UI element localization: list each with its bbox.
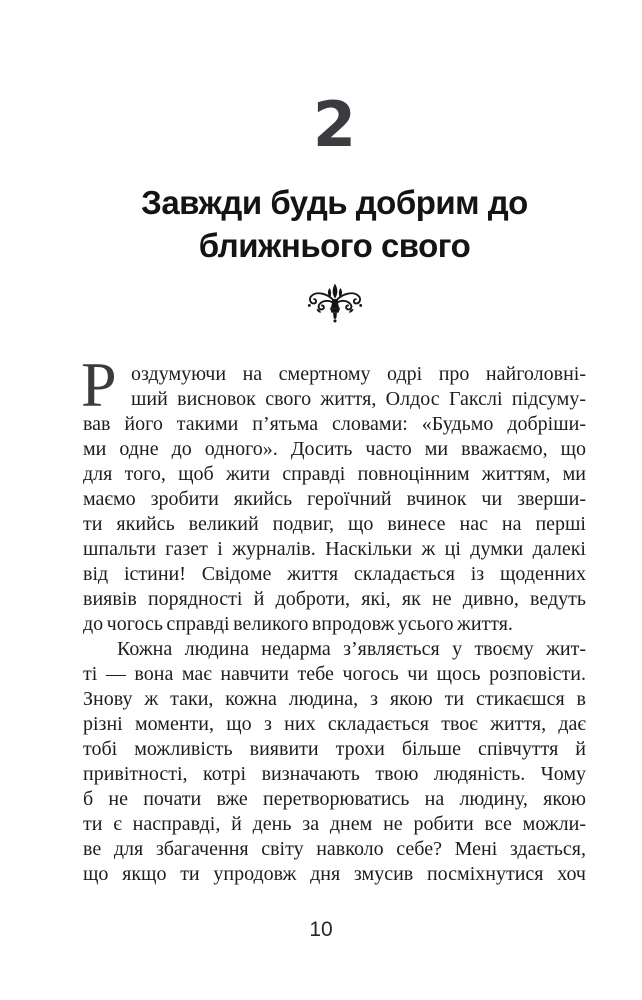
text-line: ти є насправді, й день за днем не робити все можли- [83,813,586,835]
text-line: б не почати вже перетворюватись на людину, якою [83,788,586,810]
text-line: Кожна людина недарма з’являється у твоєму жит- [117,638,586,660]
text-line: тобі можливість виявити трохи більше співчуття й [83,738,586,760]
text-line: для того, щоб жити справді повноцінним життям, ми [83,463,586,485]
text-line: різні моменти, що з них складається твоє життя, дає [83,713,586,735]
text-column [83,0,586,1000]
text-line: оздумуючи на смертному одрі про найголовні- [131,363,586,385]
chapter-title-line-1: Завжди будь добрим до [141,184,528,221]
text-line: ми одне до одного». Досить часто ми вважаємо, що [83,438,586,460]
fleuron-ornament-icon [304,311,366,328]
page-number: 10 [309,918,333,941]
body-text [81,349,586,887]
text-line: привітності, котрі визначають твою людяність. Чому [83,763,586,785]
text-line: Знову ж таки, кожна людина, з якою ти стикаєшся в [83,688,586,710]
text-line: що якщо ти упродовж дня змусив посміхнутися хоч [83,863,586,885]
chapter-title-line-2: ближнього свого [198,227,471,264]
text-line: ти якийсь великий подвиг, що винесе нас на перші [83,513,586,535]
text-line: виявів порядності й доброти, які, як не дивно, ведуть [83,588,586,610]
paragraph [83,362,586,637]
text-line: маємо зробити якийсь героїчний вчинок чи зверши- [83,488,586,510]
text-line: ший висновок свого життя, Олдос Гакслі підсуму- [131,388,586,410]
text-line: шпальти газет і журналів. Наскільки ж ці думки далекі [83,538,586,560]
text-line: ті — вона має навчити тебе чогось чи щось розповісти. [83,663,586,685]
text-line: до чогось справді великого впродовж усього життя. [83,613,513,635]
paragraph [83,637,586,887]
text-line: вав його такими п’ятьма словами: «Будьмо добріши- [83,413,586,435]
chapter-ornament [83,282,586,329]
text-line: ве для збагачення світу навколо себе? Мені здається, [83,838,586,860]
chapter-title [83,181,586,267]
chapter-number: 2 [312,88,357,161]
drop-cap: Р [81,349,117,420]
text-line: від істини! Свідоме життя складається із щоденних [83,563,586,585]
